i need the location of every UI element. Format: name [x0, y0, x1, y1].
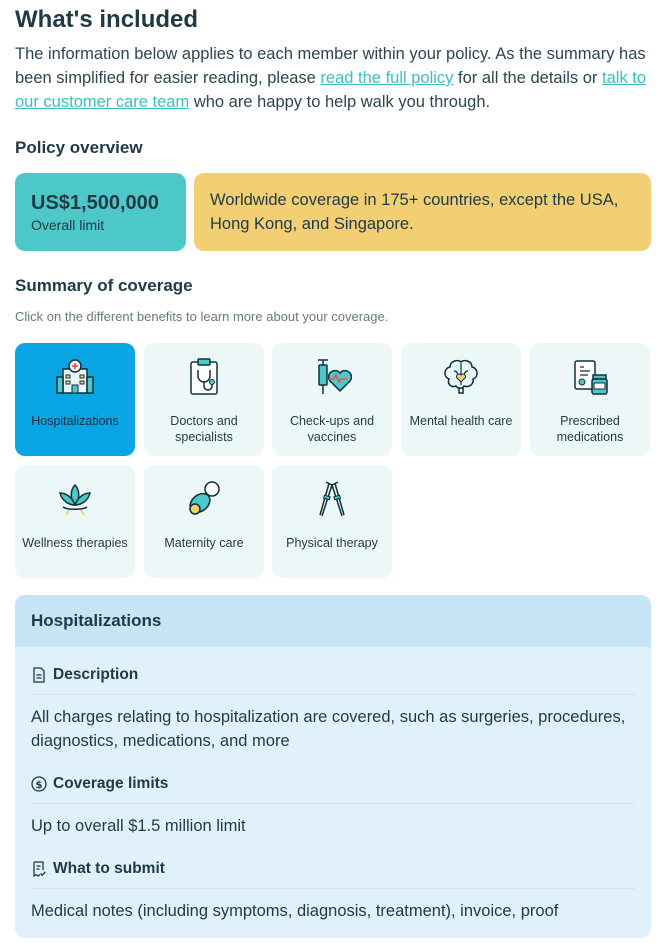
overall-limit-card — [15, 173, 186, 251]
summary-heading: Summary of coverage — [15, 276, 193, 295]
benefit-label: Doctors and specialists — [170, 414, 238, 444]
page-title: What's included — [15, 6, 199, 33]
read-full-policy-link[interactable]: read the full policy — [320, 69, 454, 87]
dollar-circle-icon — [31, 776, 47, 792]
prescription-bottle-icon — [570, 357, 610, 397]
benefit-label: Physical therapy — [286, 536, 378, 550]
hospital-icon — [55, 357, 95, 397]
customer-care-link[interactable]: talk to our customer care team — [15, 69, 647, 111]
divider — [31, 694, 635, 695]
pacifier-icon — [184, 479, 224, 519]
lotus-icon — [55, 479, 95, 519]
benefit-tile-physical-therapy[interactable] — [272, 465, 392, 578]
intro-text-2: for all the details or — [453, 69, 603, 87]
benefit-label: Maternity care — [164, 536, 244, 550]
limit-amount: US$1,500,000 — [31, 192, 159, 214]
what-to-submit-heading — [31, 860, 165, 878]
description-heading — [31, 666, 138, 684]
benefit-tile-doctors[interactable] — [144, 343, 264, 456]
benefit-tile-maternity[interactable] — [144, 465, 264, 578]
benefit-detail-panel — [15, 595, 651, 938]
coverage-limits-heading — [31, 775, 168, 793]
description-heading-text: Description — [53, 666, 139, 683]
divider — [31, 888, 635, 889]
benefit-tile-mental-health[interactable] — [401, 343, 521, 456]
brain-icon — [441, 357, 481, 397]
receipt-check-icon — [31, 861, 47, 877]
worldwide-coverage-card: Worldwide coverage in 175+ countries, except the USA, Hong Kong, and Singapore. — [194, 173, 651, 251]
what-to-submit-heading-text: What to submit — [53, 860, 165, 877]
crutches-icon — [312, 479, 352, 519]
limit-label: Overall limit — [31, 217, 105, 233]
summary-hint: Click on the different benefits to learn more about your coverage. — [15, 309, 389, 324]
benefit-tile-hospitalizations[interactable] — [15, 343, 135, 456]
intro-text-1: The information below applies to each member within your policy. As the summary has been simplified for easier reading, please — [15, 45, 646, 87]
document-icon — [31, 667, 47, 683]
what-to-submit-text: Medical notes (including symptoms, diagnosis, treatment), invoice, proof — [31, 902, 559, 920]
benefit-label: Mental health care — [409, 414, 513, 428]
benefit-tile-wellness[interactable] — [15, 465, 135, 578]
benefit-tile-medications[interactable] — [530, 343, 650, 456]
policy-overview-heading: Policy overview — [15, 138, 143, 157]
detail-title: Hospitalizations — [15, 595, 651, 647]
stethoscope-clipboard-icon — [184, 357, 224, 397]
intro-text-3: who are happy to help walk you through. — [189, 93, 491, 111]
coverage-limits-heading-text: Coverage limits — [53, 775, 169, 792]
benefit-label: Check-ups and vaccines — [289, 414, 375, 444]
benefit-label: Prescribed medications — [556, 414, 624, 444]
intro-paragraph — [15, 42, 655, 114]
benefit-tile-checkups[interactable] — [272, 343, 392, 456]
coverage-limits-text: Up to overall $1.5 million limit — [31, 817, 246, 835]
syringe-heart-icon — [312, 357, 352, 397]
benefit-label: Hospitalizations — [31, 414, 119, 428]
svg-text:$: $ — [35, 779, 43, 791]
benefit-label: Wellness therapies — [22, 536, 128, 550]
divider — [31, 803, 635, 804]
description-text: All charges relating to hospitalization are covered, such as surgeries, procedures, diagnostics, medications, and more — [31, 708, 626, 750]
